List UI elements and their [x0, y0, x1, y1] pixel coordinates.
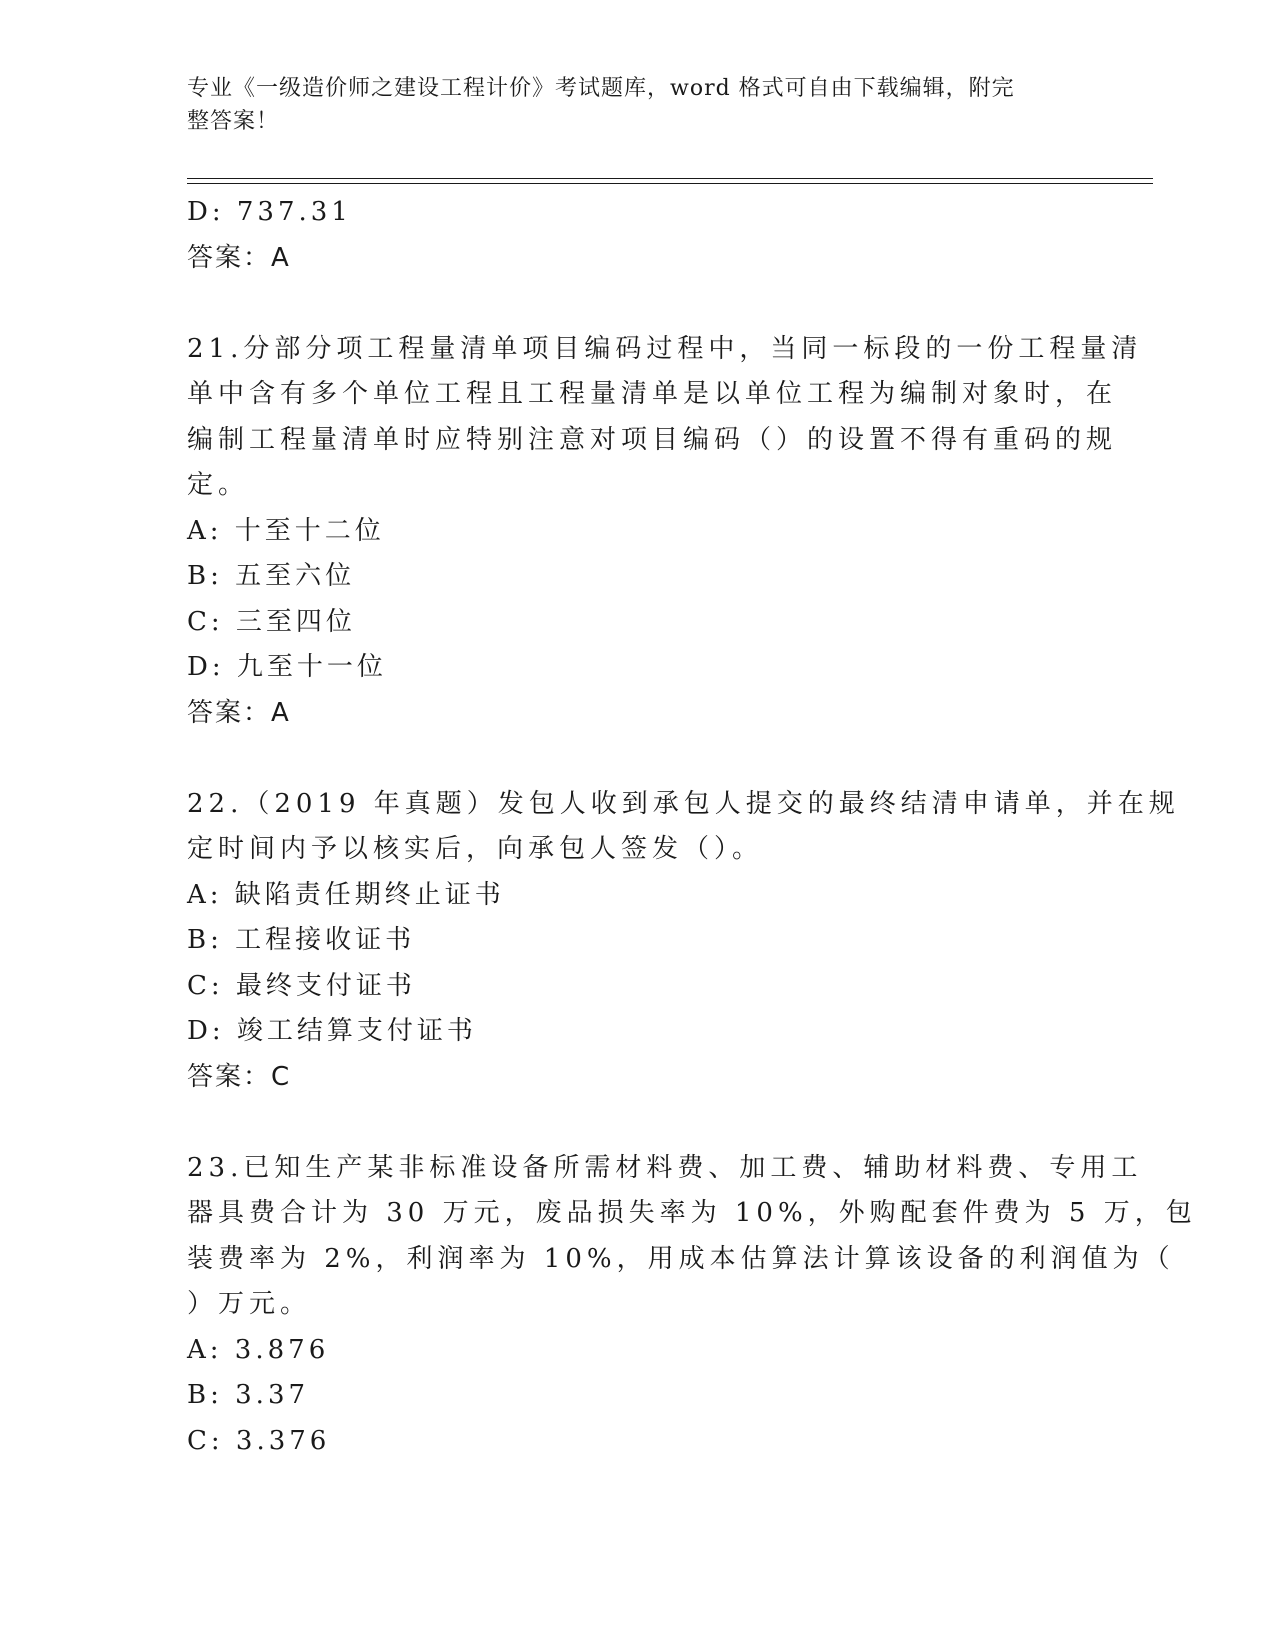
spacer — [187, 1100, 1087, 1146]
question-22-line: 定时间内予以核实后，向承包人签发（）。 — [187, 834, 764, 864]
question-content — [187, 190, 1197, 1464]
question-22-line: 22.（2019 年真题）发包人收到承包人提交的最终结清申请单，并在规 — [187, 788, 1180, 819]
prev-option-d: D: 737.31 — [187, 197, 352, 227]
header-line-1: 专业《一级造价师之建设工程计价》考试题库，word 格式可自由下载编辑，附完 — [187, 76, 1015, 101]
question-21-option-a: A: 十至十二位 — [187, 515, 385, 546]
question-21-option-d: D: 九至十一位 — [187, 652, 387, 682]
question-23-option-a: A: 3.876 — [187, 1334, 330, 1365]
question-23-line: 23.已知生产某非标准设备所需材料费、加工费、辅助材料费、专用工 — [187, 1152, 1143, 1183]
question-23-line: 装费率为 2%，利润率为 10%，用成本估算法计算该设备的利润值为（ — [187, 1243, 1175, 1274]
header-rule-top — [187, 178, 1153, 179]
question-21-line: 定。 — [187, 470, 250, 500]
question-22-option-c: C: 最终支付证书 — [187, 970, 416, 1001]
question-22-text — [187, 782, 1180, 873]
question-21-line: 21.分部分项工程量清单项目编码过程中，当同一标段的一份工程量清 — [187, 333, 1143, 364]
page-header — [187, 72, 1067, 138]
question-23-line: 器具费合计为 30 万元，废品损失率为 10%，外购配套件费为 5 万，包 — [187, 1198, 1197, 1228]
spacer — [187, 281, 1087, 327]
question-21-option-b: B: 五至六位 — [187, 561, 356, 591]
question-21-answer: 答案：A — [187, 697, 291, 728]
question-23-option-b: B: 3.37 — [187, 1380, 310, 1410]
question-21-line: 单中含有多个单位工程且工程量清单是以单位工程为编制对象时，在 — [187, 379, 1118, 409]
header-line-2: 整答案！ — [187, 109, 280, 134]
prev-answer: 答案：A — [187, 242, 291, 273]
question-23-option-c: C: 3.376 — [187, 1425, 331, 1456]
question-21-text — [187, 327, 1143, 509]
question-21-line: 编制工程量清单时应特别注意对项目编码（）的设置不得有重码的规 — [187, 424, 1118, 455]
question-23-text — [187, 1146, 1197, 1328]
question-22-option-a: A: 缺陷责任期终止证书 — [187, 879, 505, 910]
header-rule-bottom — [187, 183, 1153, 184]
question-23-line: ）万元。 — [187, 1289, 312, 1319]
question-22-option-d: D: 竣工结算支付证书 — [187, 1016, 477, 1046]
question-22-option-b: B: 工程接收证书 — [187, 925, 416, 955]
spacer — [187, 736, 1087, 782]
question-22-answer: 答案：C — [187, 1061, 292, 1092]
question-21-option-c: C: 三至四位 — [187, 606, 356, 637]
